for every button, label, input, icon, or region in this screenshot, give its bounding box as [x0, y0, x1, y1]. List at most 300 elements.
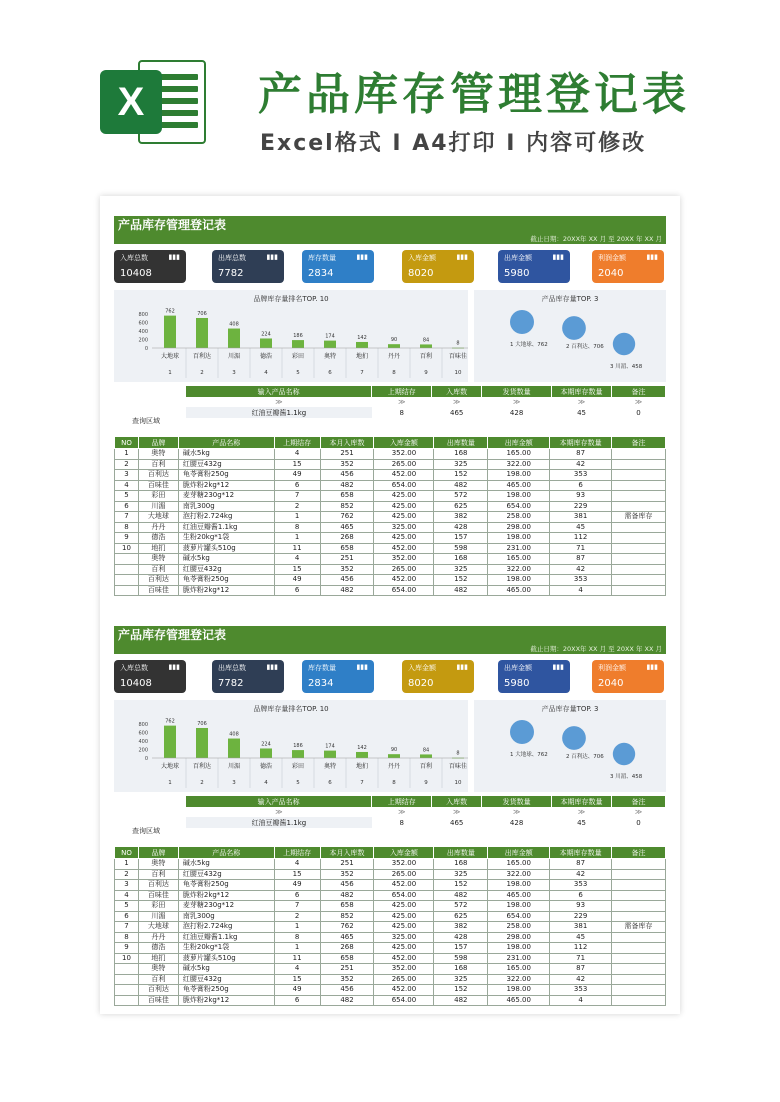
query-header: 发货数量: [482, 796, 552, 807]
table-cell: 百味佳: [138, 995, 178, 1006]
table-cell: [612, 480, 666, 491]
table-cell: 菠萝片罐头510g: [178, 953, 274, 964]
table-row: [115, 974, 666, 985]
table-cell: 352: [320, 564, 374, 575]
table-cell: 碱水5kg: [178, 964, 274, 975]
table-cell: 298.00: [488, 522, 550, 533]
table-cell: 625: [434, 911, 488, 922]
table-cell: 42: [550, 974, 612, 985]
table-cell: 6: [550, 890, 612, 901]
query-value: 428: [509, 408, 524, 417]
table-cell: 4: [274, 449, 320, 460]
table-cell: 762: [320, 512, 374, 523]
query-value: 45: [577, 408, 586, 417]
table-cell: 15: [274, 564, 320, 575]
table-cell: 325: [434, 974, 488, 985]
bar-chart-icon: ▮▮▮: [168, 253, 180, 261]
x-tick-label: 川湄: [227, 763, 241, 770]
rank-label: 5: [296, 370, 300, 376]
table-cell: 4: [550, 995, 612, 1006]
column-header: NO: [115, 437, 139, 449]
column-header: 出库数量: [434, 847, 488, 859]
table-cell: 1: [274, 533, 320, 544]
x-tick-label: 地扪: [355, 353, 369, 360]
table-row: [115, 554, 666, 565]
table-cell: 大地球: [138, 922, 178, 933]
bar: [420, 344, 432, 348]
bubble-label: 1 大地球、762: [510, 752, 548, 758]
table-cell: 157: [434, 533, 488, 544]
table-cell: 452.00: [374, 880, 434, 891]
date-range: 截止日期：20XX年 XX 月 至 20XX 年 XX 月: [114, 234, 666, 244]
table-cell: 87: [550, 554, 612, 565]
bar: [388, 344, 400, 348]
column-header: 本期库存数量: [550, 847, 612, 859]
query-value: 465: [449, 818, 464, 827]
table-cell: 红腰豆432g: [178, 564, 274, 575]
table-cell: 丹丹: [138, 522, 178, 533]
chevron-down-icon: ≫: [634, 398, 643, 406]
y-tick-label: 800: [138, 312, 148, 318]
table-cell: 231.00: [488, 543, 550, 554]
table-cell: 2: [115, 459, 139, 470]
table-cell: [612, 953, 666, 964]
kpi-card: [212, 660, 284, 693]
kpi-value: 10408: [120, 678, 152, 689]
table-cell: 4: [274, 964, 320, 975]
table-cell: 465.00: [488, 480, 550, 491]
table-cell: 456: [320, 985, 374, 996]
query-value: 0: [636, 818, 641, 827]
table-row: [115, 585, 666, 596]
table-cell: 265.00: [374, 459, 434, 470]
rank-label: 6: [328, 370, 332, 376]
table-row: [115, 985, 666, 996]
table-cell: 2: [115, 869, 139, 880]
data-label: 8: [456, 750, 460, 757]
table-cell: 482: [320, 480, 374, 491]
table-row: [115, 564, 666, 575]
table-cell: 6: [115, 501, 139, 512]
table-cell: 6: [274, 585, 320, 596]
table-cell: 482: [320, 890, 374, 901]
query-value: 465: [449, 408, 464, 417]
table-cell: 654.00: [374, 995, 434, 1006]
table-cell: [612, 501, 666, 512]
query-header: 上期结存: [372, 796, 432, 807]
bar-chart-title: 品牌库存量排名TOP. 10: [253, 705, 329, 713]
kpi-card: [114, 660, 186, 693]
x-tick-label: 奥特: [323, 763, 337, 770]
table-cell: 71: [550, 953, 612, 964]
rank-label: 8: [392, 780, 396, 786]
chevron-down-icon: ≫: [577, 398, 586, 406]
table-cell: [115, 964, 139, 975]
table-row: [115, 512, 666, 523]
table-cell: 198.00: [488, 491, 550, 502]
table-cell: 452.00: [374, 575, 434, 586]
bar: [228, 739, 240, 758]
chevron-down-icon: ≫: [512, 808, 521, 816]
table-cell: 奥特: [138, 859, 178, 870]
data-label: 706: [197, 720, 207, 727]
table-cell: 165.00: [488, 554, 550, 565]
table-row: [115, 880, 666, 891]
x-tick-label: 丹丹: [387, 763, 401, 770]
table-cell: 1: [274, 943, 320, 954]
table-cell: 42: [550, 869, 612, 880]
query-header: 输入产品名称: [186, 386, 372, 397]
table-cell: 265.00: [374, 869, 434, 880]
table-cell: 465.00: [488, 995, 550, 1006]
table-cell: 百利: [138, 564, 178, 575]
table-cell: 4: [115, 890, 139, 901]
table-cell: 4: [550, 585, 612, 596]
table-cell: 198.00: [488, 575, 550, 586]
data-label: 90: [390, 747, 398, 754]
table-cell: 465.00: [488, 585, 550, 596]
table-cell: 325.00: [374, 522, 434, 533]
data-label: 224: [261, 331, 271, 338]
bar: [324, 341, 336, 348]
chevron-down-icon: ≫: [275, 398, 283, 406]
table-cell: 南乳300g: [178, 911, 274, 922]
data-label: 186: [293, 333, 303, 340]
query-area: [114, 386, 666, 430]
column-header: 上期结存: [274, 437, 320, 449]
table-cell: 龟苓膏粉250g: [178, 985, 274, 996]
table-cell: [612, 932, 666, 943]
table-cell: 425.00: [374, 922, 434, 933]
query-label: 查询区域: [132, 417, 160, 425]
kpi-label: 利润金额: [598, 254, 626, 262]
table-cell: [612, 985, 666, 996]
table-cell: 百利: [138, 459, 178, 470]
chevron-down-icon: ≫: [453, 808, 461, 816]
query-value: 8: [399, 408, 404, 417]
bar: [324, 751, 336, 758]
table-cell: 654.00: [374, 585, 434, 596]
table-cell: 452.00: [374, 543, 434, 554]
table-cell: 49: [274, 985, 320, 996]
chevron-down-icon: ≫: [398, 398, 406, 406]
table-cell: 生粉20kg*1袋: [178, 533, 274, 544]
bar: [196, 728, 208, 758]
table-cell: 8: [115, 522, 139, 533]
kpi-label: 入库总数: [120, 664, 148, 672]
column-header: 备注: [612, 437, 666, 449]
y-tick-label: 600: [138, 730, 148, 737]
table-cell: 9: [115, 943, 139, 954]
table-cell: 251: [320, 554, 374, 565]
chevron-down-icon: ≫: [512, 398, 521, 406]
bar-chart-icon: ▮▮▮: [266, 663, 278, 671]
column-header: 本月入库数: [320, 437, 374, 449]
table-cell: 5: [115, 491, 139, 502]
table-cell: 425.00: [374, 512, 434, 523]
table-cell: 198.00: [488, 533, 550, 544]
bar-chart-icon: ▮▮▮: [646, 253, 658, 261]
data-label: 174: [325, 743, 335, 750]
bubble: [510, 720, 534, 744]
query-header: 上期结存: [372, 386, 432, 397]
table-cell: 8: [115, 932, 139, 943]
query-header: 本期库存数量: [552, 386, 612, 397]
query-header: 输入产品名称: [186, 796, 372, 807]
table-cell: 3: [115, 880, 139, 891]
table-cell: 382: [434, 922, 488, 933]
table-cell: 6: [274, 995, 320, 1006]
table-cell: [612, 585, 666, 596]
y-tick-label: 200: [138, 747, 148, 754]
table-cell: 482: [434, 480, 488, 491]
table-row: [115, 470, 666, 481]
top3-chart-panel: [474, 290, 666, 382]
banner: [0, 0, 780, 190]
table-row: [115, 943, 666, 954]
table-cell: 152: [434, 575, 488, 586]
product-name-input[interactable]: 红油豆瓣酱1.1kg: [186, 817, 372, 828]
y-tick-label: 0: [144, 346, 148, 352]
table-cell: 456: [320, 880, 374, 891]
table-cell: 428: [434, 522, 488, 533]
kpi-row: [114, 660, 666, 694]
table-cell: 265.00: [374, 974, 434, 985]
table-cell: 脆炸粉2kg*12: [178, 585, 274, 596]
table-cell: 112: [550, 943, 612, 954]
kpi-value: 10408: [120, 268, 152, 279]
table-cell: 龟苓膏粉250g: [178, 470, 274, 481]
bubble-label: 2 百利达、706: [566, 344, 604, 350]
table-cell: 325: [434, 869, 488, 880]
x-tick-label: 地扪: [355, 763, 369, 770]
table-cell: 353: [550, 985, 612, 996]
column-header: 入库金额: [374, 847, 434, 859]
table-cell: 198.00: [488, 880, 550, 891]
table-cell: 7: [274, 901, 320, 912]
column-header: 入库金额: [374, 437, 434, 449]
kpi-label: 库存数量: [308, 664, 336, 672]
x-tick-label: 大地球: [160, 353, 180, 360]
column-header: 出库金额: [488, 847, 550, 859]
column-header: 产品名称: [178, 437, 274, 449]
rank-label: 4: [264, 780, 268, 786]
sheet-paper: [100, 196, 680, 1014]
table-cell: 572: [434, 491, 488, 502]
table-cell: 93: [550, 901, 612, 912]
kpi-card: [114, 250, 186, 283]
bar: [164, 726, 176, 758]
table-cell: 奥特: [138, 449, 178, 460]
table-cell: [612, 995, 666, 1006]
kpi-value: 5980: [504, 268, 530, 279]
table-cell: 地扪: [138, 953, 178, 964]
kpi-card: [592, 660, 664, 693]
table-cell: 452.00: [374, 985, 434, 996]
bubble: [613, 333, 635, 355]
table-cell: 麦芽糖230g*12: [178, 491, 274, 502]
table-row: [115, 480, 666, 491]
table-cell: [115, 995, 139, 1006]
table-cell: [612, 533, 666, 544]
sheet-title: 产品库存管理登记表: [114, 216, 666, 234]
kpi-value: 2040: [598, 268, 624, 279]
table-cell: 625: [434, 501, 488, 512]
table-row: [115, 859, 666, 870]
kpi-value: 7782: [218, 678, 244, 689]
query-value: 45: [577, 818, 586, 827]
table-cell: 奥特: [138, 554, 178, 565]
table-cell: 658: [320, 953, 374, 964]
table-cell: 428: [434, 932, 488, 943]
table-cell: 425.00: [374, 491, 434, 502]
column-header: 出库金额: [488, 437, 550, 449]
kpi-value: 8020: [408, 678, 434, 689]
table-cell: 红油豆瓣酱1.1kg: [178, 932, 274, 943]
table-cell: 10: [115, 543, 139, 554]
rank-label: 6: [328, 780, 332, 786]
x-tick-label: 百利: [419, 353, 433, 360]
table-cell: 百利达: [138, 575, 178, 586]
table-cell: [612, 554, 666, 565]
bubble: [562, 316, 586, 340]
rank-label: 8: [392, 370, 396, 376]
kpi-value: 2040: [598, 678, 624, 689]
bar-chart-panel: [114, 290, 468, 382]
bar: [356, 342, 368, 348]
bar-chart-icon: ▮▮▮: [168, 663, 180, 671]
rank-label: 9: [424, 370, 428, 376]
x-tick-label: 丹丹: [387, 353, 401, 360]
query-header: 发货数量: [482, 386, 552, 397]
table-cell: 87: [550, 964, 612, 975]
kpi-label: 库存数量: [308, 254, 336, 262]
table-cell: 2: [274, 501, 320, 512]
table-cell: 265.00: [374, 564, 434, 575]
table-cell: 6: [115, 911, 139, 922]
sheet-block-2: [114, 626, 666, 1006]
table-cell: 9: [115, 533, 139, 544]
table-cell: 157: [434, 943, 488, 954]
table-cell: 352: [320, 869, 374, 880]
table-cell: 353: [550, 470, 612, 481]
kpi-card: [302, 250, 374, 283]
table-cell: 碱水5kg: [178, 554, 274, 565]
bar: [164, 316, 176, 348]
table-row: [115, 491, 666, 502]
product-name-input[interactable]: 红油豆瓣酱1.1kg: [186, 407, 372, 418]
table-cell: 298.00: [488, 932, 550, 943]
bubble-label: 3 川湄、458: [610, 774, 643, 780]
table-cell: 465: [320, 932, 374, 943]
x-tick-label: 百利: [419, 763, 433, 770]
bubble-label: 2 百利达、706: [566, 754, 604, 760]
column-header: 品牌: [138, 437, 178, 449]
table-cell: 452.00: [374, 470, 434, 481]
kpi-row: [114, 250, 666, 284]
table-cell: 11: [274, 953, 320, 964]
table-cell: 10: [115, 953, 139, 964]
table-cell: [115, 554, 139, 565]
query-table: [186, 796, 666, 828]
charts-row: [114, 290, 666, 384]
table-cell: 1: [115, 449, 139, 460]
table-cell: 382: [434, 512, 488, 523]
table-cell: 脆炸粉2kg*12: [178, 995, 274, 1006]
bar: [388, 754, 400, 758]
rank-label: 1: [168, 370, 172, 376]
table-cell: 198.00: [488, 901, 550, 912]
table-cell: 15: [274, 974, 320, 985]
table-row: [115, 869, 666, 880]
table-cell: 322.00: [488, 974, 550, 985]
bar-chart-title: 品牌库存量排名TOP. 10: [253, 295, 329, 303]
chevron-down-icon: ≫: [634, 808, 643, 816]
table-cell: [115, 564, 139, 575]
table-cell: 大地球: [138, 512, 178, 523]
table-cell: 需备库存: [612, 922, 666, 933]
table-cell: 231.00: [488, 953, 550, 964]
bar-chart-icon: ▮▮▮: [646, 663, 658, 671]
x-tick-label: 百利达: [192, 353, 212, 360]
table-cell: [115, 585, 139, 596]
table-cell: 49: [274, 470, 320, 481]
kpi-value: 5980: [504, 678, 530, 689]
table-cell: [115, 575, 139, 586]
table-cell: [612, 869, 666, 880]
table-cell: 5: [115, 901, 139, 912]
table-row: [115, 522, 666, 533]
table-row: [115, 901, 666, 912]
table-cell: 654.00: [488, 501, 550, 512]
table-cell: 482: [434, 585, 488, 596]
column-header: 品牌: [138, 847, 178, 859]
table-cell: 碱水5kg: [178, 449, 274, 460]
table-cell: 百味佳: [138, 585, 178, 596]
table-cell: 42: [550, 459, 612, 470]
table-cell: 165.00: [488, 964, 550, 975]
table-cell: 325: [434, 564, 488, 575]
table-cell: 87: [550, 859, 612, 870]
table-cell: [612, 459, 666, 470]
table-row: [115, 922, 666, 933]
x-tick-label: 德浩: [259, 353, 273, 360]
table-cell: 425.00: [374, 911, 434, 922]
table-cell: 百利达: [138, 880, 178, 891]
banner-title: 产品库存管理登记表: [258, 69, 690, 120]
x-tick-label: 百利达: [192, 763, 212, 770]
column-header: 上期结存: [274, 847, 320, 859]
table-cell: 168: [434, 964, 488, 975]
table-cell: 322.00: [488, 564, 550, 575]
x-tick-label: 德浩: [259, 763, 273, 770]
chevron-down-icon: ≫: [398, 808, 406, 816]
bar: [292, 340, 304, 348]
data-label: 762: [165, 308, 175, 315]
table-cell: 251: [320, 449, 374, 460]
bubble: [562, 726, 586, 750]
top3-chart-title: 产品库存量TOP. 3: [541, 705, 599, 713]
x-tick-label: 彩田: [291, 353, 305, 360]
x-tick-label: 百味佳: [448, 763, 468, 770]
inventory-table: [114, 846, 666, 1006]
chevron-down-icon: ≫: [577, 808, 586, 816]
table-cell: 15: [274, 459, 320, 470]
table-cell: 112: [550, 533, 612, 544]
bar-chart-icon: ▮▮▮: [356, 253, 368, 261]
table-row: [115, 449, 666, 460]
data-label: 762: [165, 718, 175, 725]
